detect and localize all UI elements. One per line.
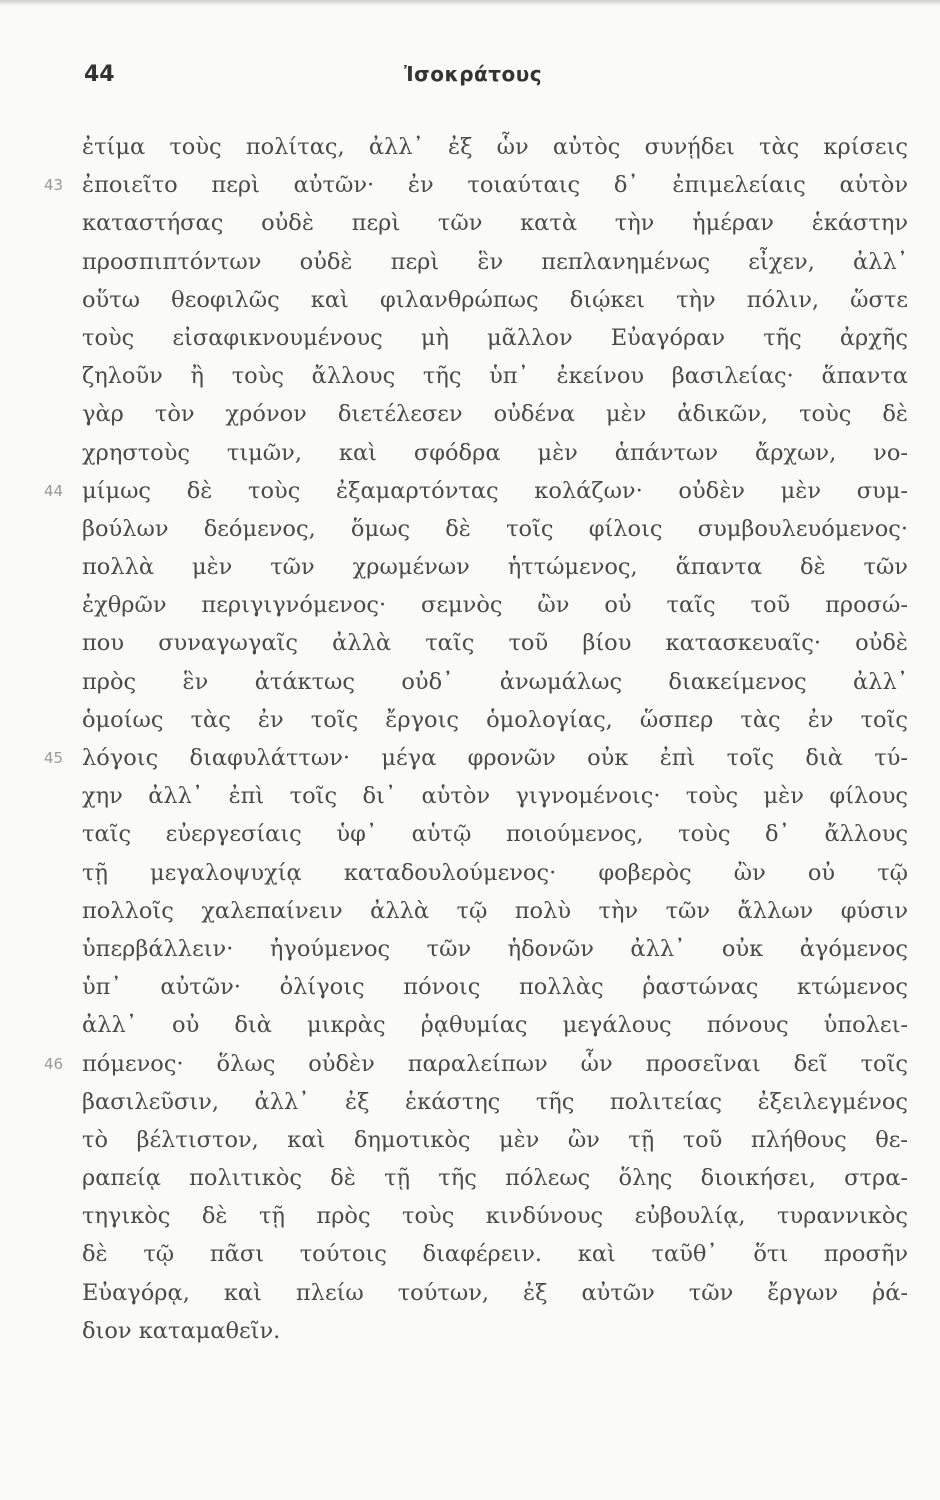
section-number: 46 xyxy=(44,1054,64,1073)
text-line xyxy=(0,663,940,701)
section-number: 44 xyxy=(44,481,64,500)
text-line xyxy=(0,472,940,510)
line-text: χην ἀλλ᾽ ἐπὶ τοῖς δι᾽ αὑτὸν γιγνομένοις· τοὺς μὲν φίλους xyxy=(82,783,908,810)
text-line xyxy=(0,701,940,739)
text-line xyxy=(0,739,940,777)
text-line xyxy=(0,1006,940,1044)
text-line xyxy=(0,128,940,166)
line-text: ὁμοίως τὰς ἐν τοῖς ἔργοις ὁμολογίας, ὥσπερ τὰς ἐν τοῖς xyxy=(82,706,908,733)
line-text: πόμενος· ὅλως οὐδὲν παραλείπων ὧν προσεῖναι δεῖ τοῖς xyxy=(82,1050,908,1077)
text-line xyxy=(0,281,940,319)
text-line xyxy=(0,357,940,395)
text-line xyxy=(0,624,940,662)
line-text: ραπείᾳ πολιτικὸς δὲ τῇ τῆς πόλεως ὅλης διοικήσει, στρα- xyxy=(82,1165,908,1192)
line-text: πολλοῖς χαλεπαίνειν ἀλλὰ τῷ πολὺ τὴν τῶν ἄλλων φύσιν xyxy=(82,897,908,924)
line-text: πρὸς ἓν ἀτάκτως οὐδ᾽ ἀνωμάλως διακείμενος ἀλλ᾽ xyxy=(82,668,908,695)
text-line xyxy=(0,930,940,968)
text-line xyxy=(0,1274,940,1312)
line-text: χρηστοὺς τιμῶν, καὶ σφόδρα μὲν ἁπάντων ἄρχων, νο- xyxy=(82,439,908,466)
page-top-edge xyxy=(0,0,940,6)
line-text: ἐτίμα τοὺς πολίτας, ἀλλ᾽ ἐξ ὧν αὐτὸς συνῄδει τὰς κρίσεις xyxy=(82,134,908,160)
line-text: Εὐαγόρᾳ, καὶ πλείω τούτων, ἐξ αὐτῶν τῶν ἔργων ῥά- xyxy=(82,1279,908,1306)
text-line xyxy=(0,777,940,815)
text-line xyxy=(0,1312,940,1350)
line-text: δὲ τῷ πᾶσι τούτοις διαφέρειν. καὶ ταῦθ᾽ ὅτι προσῆν xyxy=(82,1241,908,1268)
line-text: που συναγωγαῖς ἀλλὰ ταῖς τοῦ βίου κατασκευαῖς· οὐδὲ xyxy=(82,630,908,657)
line-text: γὰρ τὸν χρόνον διετέλεσεν οὐδένα μὲν ἀδικῶν, τοὺς δὲ xyxy=(82,401,908,428)
line-text: μίμως δὲ τοὺς ἐξαμαρτόντας κολάζων· οὐδὲν μὲν συμ- xyxy=(82,477,908,504)
text-line xyxy=(0,319,940,357)
text-line xyxy=(0,510,940,548)
line-text: βασιλεῦσιν, ἀλλ᾽ ἐξ ἑκάστης τῆς πολιτείας ἐξειλεγμένος xyxy=(82,1088,908,1115)
line-text: ἐχθρῶν περιγιγνόμενος· σεμνὸς ὢν οὐ ταῖς τοῦ προσώ- xyxy=(82,592,908,619)
text-line xyxy=(0,1159,940,1197)
text-line xyxy=(0,395,940,433)
running-title: Ἰσοκράτους xyxy=(404,62,543,86)
text-line xyxy=(0,968,940,1006)
text-line xyxy=(0,434,940,472)
text-line xyxy=(0,166,940,204)
line-text: ἐποιεῖτο περὶ αὐτῶν· ἐν τοιαύταις δ᾽ ἐπιμελείαις αὑτὸν xyxy=(82,172,908,199)
line-text: οὕτω θεοφιλῶς καὶ φιλανθρώπως διῴκει τὴν πόλιν, ὥστε xyxy=(82,286,908,313)
text-line xyxy=(0,586,940,624)
text-line xyxy=(0,204,940,242)
body-text xyxy=(0,128,940,1350)
text-line xyxy=(0,1235,940,1273)
line-text: διον καταμαθεῖν. xyxy=(82,1317,281,1344)
text-line xyxy=(0,892,940,930)
text-line xyxy=(0,1045,940,1083)
line-text: λόγοις διαφυλάττων· μέγα φρονῶν οὐκ ἐπὶ τοῖς διὰ τύ- xyxy=(82,745,908,771)
line-text: ζηλοῦν ἢ τοὺς ἄλλους τῆς ὑπ᾽ ἐκείνου βασιλείας· ἅπαντα xyxy=(82,363,908,390)
line-text: ὑπ᾽ αὐτῶν· ὀλίγοις πόνοις πολλὰς ῥαστώνας κτώμενος xyxy=(82,974,908,1001)
line-text: τοὺς εἰσαφικνουμένους μὴ μᾶλλον Εὐαγόραν τῆς ἀρχῆς xyxy=(82,324,908,351)
line-text: τὸ βέλτιστον, καὶ δημοτικὸς μὲν ὢν τῇ τοῦ πλήθους θε- xyxy=(82,1126,908,1153)
text-line xyxy=(0,1197,940,1235)
line-text: τηγικὸς δὲ τῇ πρὸς τοὺς κινδύνους εὐβουλίᾳ, τυραννικὸς xyxy=(82,1203,908,1230)
line-text: βούλων δεόμενος, ὅμως δὲ τοῖς φίλοις συμβουλευόμενος· xyxy=(82,515,908,542)
line-text: ταῖς εὐεργεσίαις ὑφ᾽ αὑτῷ ποιούμενος, τοὺς δ᾽ ἄλλους xyxy=(82,821,908,848)
section-number: 45 xyxy=(44,749,64,767)
text-line xyxy=(0,548,940,586)
text-line xyxy=(0,243,940,281)
text-line xyxy=(0,1121,940,1159)
line-text: ἀλλ᾽ οὐ διὰ μικρὰς ῥᾳθυμίας μεγάλους πόνους ὑπολει- xyxy=(82,1012,908,1039)
page-header xyxy=(84,62,904,92)
text-line xyxy=(0,815,940,853)
line-text: ὑπερβάλλειν· ἡγούμενος τῶν ἡδονῶν ἀλλ᾽ οὐκ ἀγόμενος xyxy=(82,935,908,962)
text-line xyxy=(0,854,940,892)
page-number: 44 xyxy=(84,62,115,87)
section-number: 43 xyxy=(44,176,64,195)
line-text: πολλὰ μὲν τῶν χρωμένων ἡττώμενος, ἅπαντα δὲ τῶν xyxy=(82,554,908,581)
line-text: καταστήσας οὐδὲ περὶ τῶν κατὰ τὴν ἡμέραν ἑκάστην xyxy=(82,210,908,237)
line-text: προσπιπτόντων οὐδὲ περὶ ἓν πεπλανημένως εἶχεν, ἀλλ᾽ xyxy=(82,248,908,275)
text-line xyxy=(0,1083,940,1121)
line-text: τῇ μεγαλοψυχίᾳ καταδουλούμενος· φοβερὸς ὢν οὐ τῷ xyxy=(82,859,908,886)
